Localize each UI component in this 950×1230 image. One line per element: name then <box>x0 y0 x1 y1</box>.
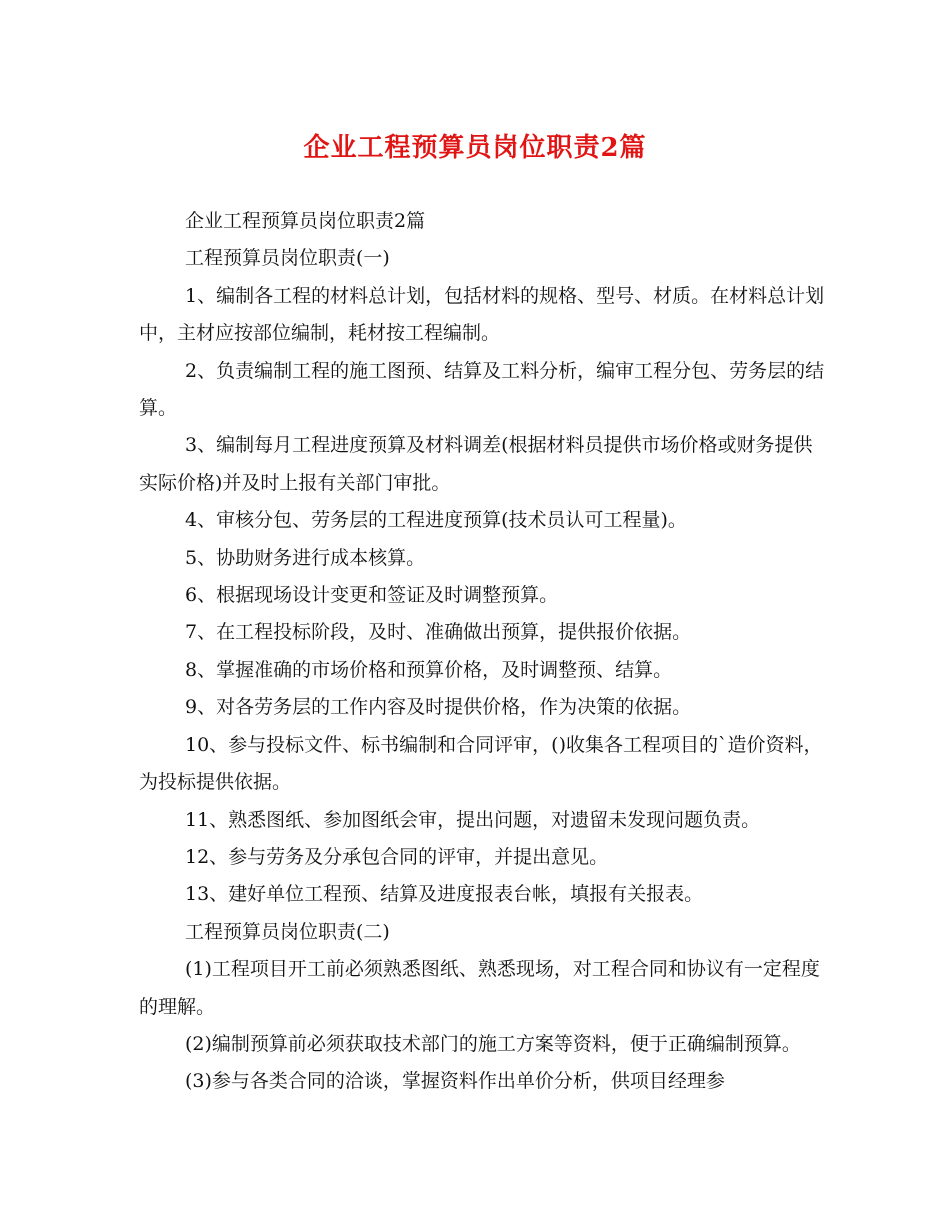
document-body <box>139 203 829 1101</box>
paragraph: 8、掌握准确的市场价格和预算价格，及时调整预、结算。 <box>185 658 673 681</box>
section-heading: 工程预算员岗位职责(二) <box>185 920 390 943</box>
paragraph: 11、熟悉图纸、参加图纸会审，提出问题，对遗留未发现问题负责。 <box>185 808 761 831</box>
paragraph: 3、编制每月工程进度预算及材料调差(根据材料员提供市场价格或财务提供实际价格)并及时上报有关部门审批。 <box>139 434 813 494</box>
paragraph: 1、编制各工程的材料总计划，包括材料的规格、型号、材质。在材料总计划中，主材应按部位编制，耗材按工程编制。 <box>139 284 825 345</box>
paragraph: 2、负责编制工程的施工图预、结算及工料分析，编审工程分包、劳务层的结算。 <box>139 359 825 420</box>
paragraph: 10、参与投标文件、标书编制和合同评审，()收集各工程项目的`造价资料，为投标提供依据。 <box>139 733 823 794</box>
paragraph: 4、审核分包、劳务层的工程进度预算(技术员认可工程量)。 <box>185 509 687 532</box>
paragraph: (1)工程项目开工前必须熟悉图纸、熟悉现场，对工程合同和协议有一定程度的理解。 <box>139 958 820 1018</box>
section-heading: 工程预算员岗位职责(一) <box>185 247 390 270</box>
paragraph: 13、建好单位工程预、结算及进度报表台帐，填报有关报表。 <box>185 883 704 906</box>
paragraph: 9、对各劳务层的工作内容及时提供价格，作为决策的依据。 <box>185 696 692 719</box>
paragraph: (2)编制预算前必须获取技术部门的施工方案等资料，便于正确编制预算。 <box>185 1032 801 1055</box>
paragraph: 6、根据现场设计变更和签证及时调整预算。 <box>185 584 559 607</box>
paragraph: 企业工程预算员岗位职责2篇 <box>185 210 426 232</box>
paragraph: 12、参与劳务及分承包合同的评审，并提出意见。 <box>185 845 609 868</box>
document-title: 企业工程预算员岗位职责2篇 <box>303 133 647 163</box>
paragraph: (3)参与各类合同的洽谈，掌握资料作出单价分析，供项目经理参 <box>185 1070 725 1093</box>
paragraph: 7、在工程投标阶段，及时、准确做出预算，提供报价依据。 <box>185 621 692 644</box>
paragraph: 5、协助财务进行成本核算。 <box>185 546 426 569</box>
